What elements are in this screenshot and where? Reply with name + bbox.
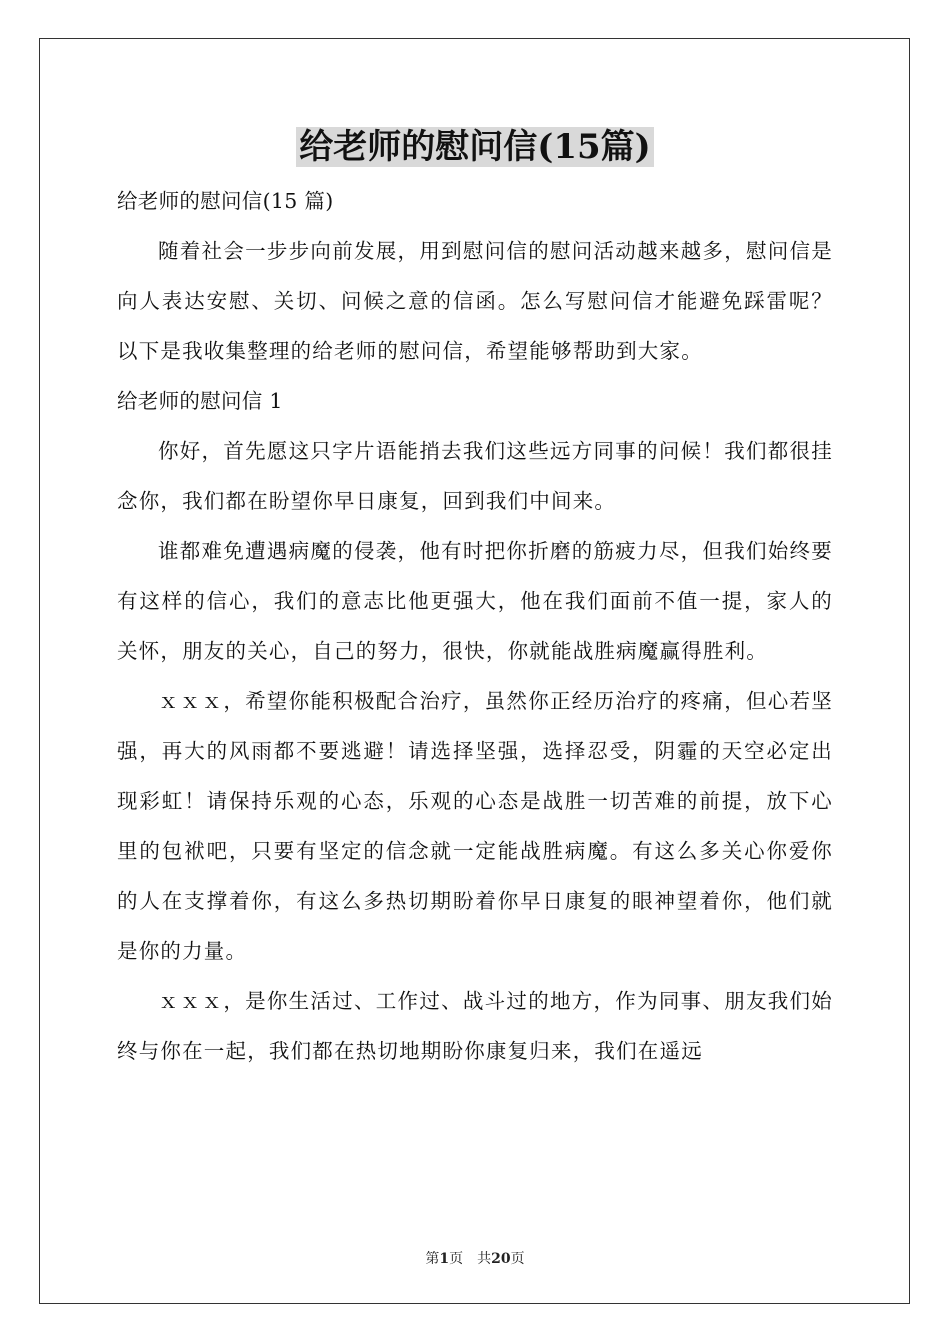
body-paragraph: 你好，首先愿这只字片语能捎去我们这些远方同事的问候！我们都很挂念你，我们都在盼望你早日康复，回到我们中间来。 (117, 439, 833, 513)
total-suffix: 页 (510, 1251, 525, 1267)
page-number: 1 (439, 1251, 450, 1267)
body-paragraph: 谁都难免遭遇病魔的侵袭，他有时把你折磨的筋疲力尽，但我们始终要有这样的信心，我们的意志比他更强大，他在我们面前不值一提，家人的关怀，朋友的关心，自己的努力，很快，你就能战胜病魔赢得胜利。 (117, 539, 833, 663)
body-paragraph: ｘｘｘ，希望你能积极配合治疗，虽然你正经历治疗的疼痛，但心若坚强，再大的风雨都不要逃避！请选择坚强，选择忍受，阴霾的天空必定出现彩虹！请保持乐观的心态，乐观的心态是战胜一切苦难的前提，放下心里的包袱吧，只要有坚定的信念就一定能战胜病魔。有这么多关心你爱你的人在支撑着你，有这么多热切期盼着你早日康复的眼神望着你，他们就是你的力量。 (117, 689, 833, 963)
document-title (0, 125, 950, 169)
subtitle-heading: 给老师的慰问信(15 篇) (117, 189, 334, 213)
document-body (117, 176, 833, 1076)
page-suffix: 页 (449, 1251, 464, 1267)
page-prefix: 第 (425, 1251, 440, 1267)
total-pages: 20 (491, 1251, 511, 1267)
body-paragraph: ｘｘｘ，是你生活过、工作过、战斗过的地方，作为同事、朋友我们始终与你在一起，我们都在热切地期盼你康复归来，我们在遥远 (117, 989, 833, 1063)
total-prefix: 共 (477, 1251, 492, 1267)
section-heading-1: 给老师的慰问信 1 (117, 389, 283, 413)
page-footer (0, 1248, 950, 1268)
document-title-text: 给老师的慰问信(15篇) (296, 127, 654, 167)
intro-paragraph: 随着社会一步步向前发展，用到慰问信的慰问活动越来越多，慰问信是向人表达安慰、关切、问候之意的信函。怎么写慰问信才能避免踩雷呢？以下是我收集整理的给老师的慰问信，希望能够帮助到大家。 (117, 239, 833, 363)
